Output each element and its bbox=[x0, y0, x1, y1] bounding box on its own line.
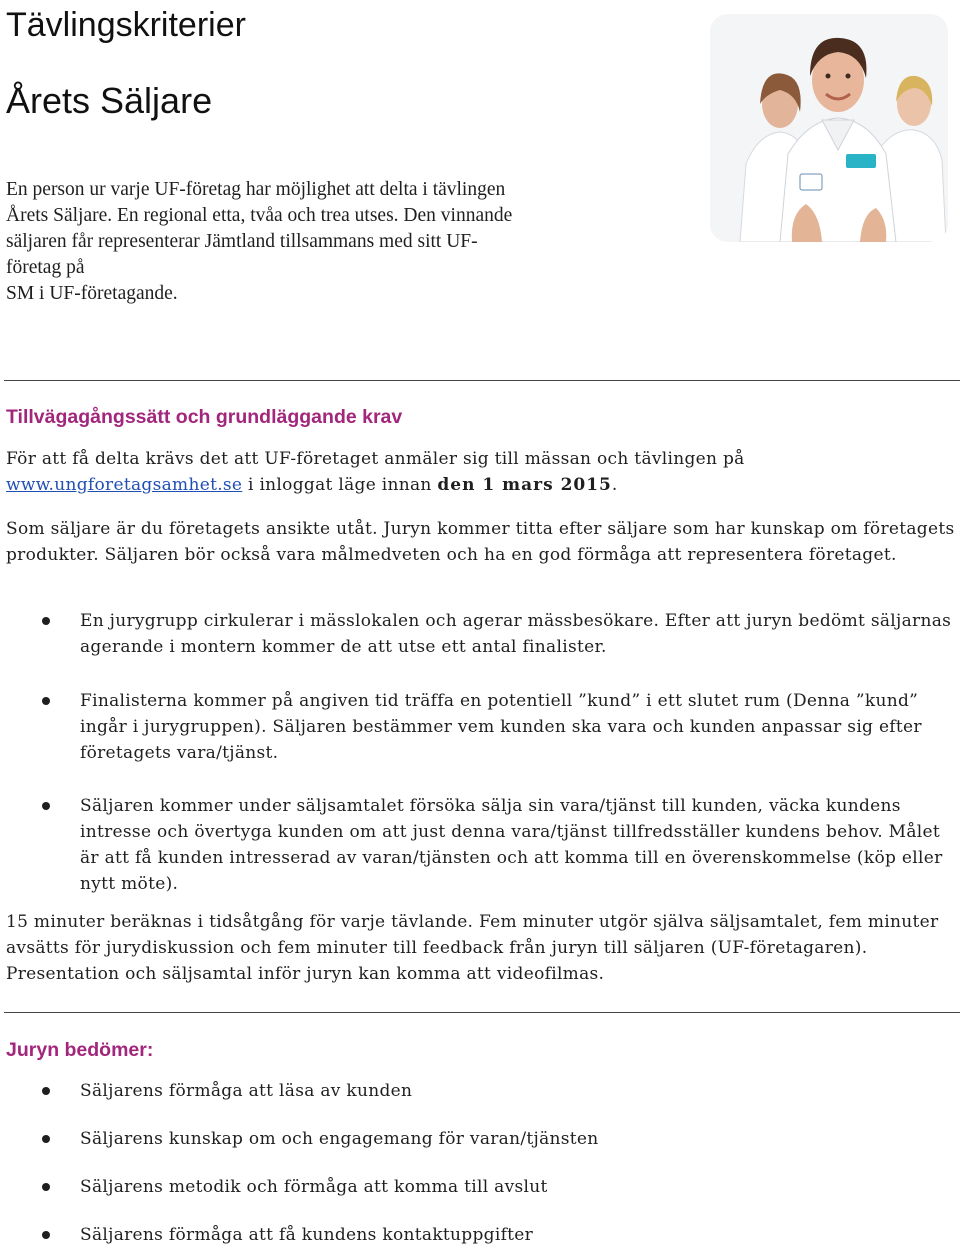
requirements-text-mid: i inloggat läge innan bbox=[242, 475, 438, 495]
sellers-photo bbox=[710, 14, 948, 242]
requirements-text-end: . bbox=[611, 475, 618, 495]
bullet-icon bbox=[42, 1135, 50, 1143]
requirements-paragraph bbox=[6, 446, 956, 498]
bullet-icon bbox=[42, 1087, 50, 1095]
method-bullet-list bbox=[6, 608, 958, 660]
list-item bbox=[6, 608, 958, 660]
section-heading-method: Tillvägagångssätt och grundläggande krav bbox=[6, 406, 403, 428]
page-title: Tävlingskriterier bbox=[6, 6, 246, 44]
intro-paragraph bbox=[6, 177, 696, 307]
requirements-text-start: För att få delta krävs det att UF-företaget anmäler sig till mässan och tävlingen på bbox=[6, 449, 745, 469]
requirements-text bbox=[6, 446, 956, 498]
intro-line: Årets Säljare. En regional etta, tvåa och trea utses. Den vinnande bbox=[6, 205, 513, 226]
time-paragraph: 15 minuter beräknas i tidsåtgång för varje tävlande. Fem minuter utgör själva säljsamtalet, fem minuter avsätts för jurydiskussion och fem minuter till feedback från juryn till säljaren (UF-företagaren). Presentation och säljsamtal inför juryn kan komma att videofilmas. bbox=[6, 912, 939, 984]
intro-line: säljaren får representerar Jämtland tillsammans med sitt UF- bbox=[6, 231, 478, 252]
jury-criteria-list bbox=[6, 1078, 958, 1248]
section-divider bbox=[4, 1012, 960, 1013]
intro-line: företag på bbox=[6, 257, 85, 278]
list-item bbox=[6, 1222, 958, 1248]
bullet-icon bbox=[42, 697, 50, 705]
method-bullet-list bbox=[6, 688, 958, 766]
bullet-icon bbox=[42, 802, 50, 810]
bullet-icon bbox=[42, 1183, 50, 1191]
ungforetagsamhet-link[interactable]: www.ungforetagsamhet.se bbox=[6, 475, 243, 495]
list-item-text: En jurygrupp cirkulerar i mässlokalen och agerar mässbesökare. Efter att juryn bedömt säljarnas agerande i montern kommer de att utse ett antal finalister. bbox=[80, 611, 952, 657]
list-item-text: Säljarens förmåga att läsa av kunden bbox=[80, 1081, 413, 1101]
list-item-text: Säljarens metodik och förmåga att komma till avslut bbox=[80, 1177, 548, 1197]
section-heading-jury: Juryn bedömer: bbox=[6, 1039, 154, 1061]
list-item-text: Säljaren kommer under säljsamtalet försöka sälja sin vara/tjänst till kunden, väcka kundens intresse och övertyga kunden om att just denna vara/tjänst tillfredsställer kundens behov. Målet är att få kunden intresserad av varan/tjänsten och att komma till en överenskommelse (köp eller nytt möte). bbox=[80, 796, 943, 894]
list-item-text: Säljarens kunskap om och engagemang för varan/tjänsten bbox=[80, 1129, 599, 1149]
method-bullet-list bbox=[6, 793, 958, 897]
page-subtitle: Årets Säljare bbox=[6, 80, 213, 121]
deadline-date: den 1 mars 2015 bbox=[437, 475, 612, 495]
bullet-icon bbox=[42, 617, 50, 625]
list-item bbox=[6, 1126, 958, 1152]
list-item-text: Finalisterna kommer på angiven tid träffa en potentiell ”kund” i ett slutet rum (Denna ”kund” ingår i jurygruppen). Säljaren bestämmer vem kunden ska vara och kunden anpassar sig efter företagets vara/tjänst. bbox=[80, 691, 922, 763]
bullet-icon bbox=[42, 1231, 50, 1239]
intro-line: En person ur varje UF-företag har möjlighet att delta i tävlingen bbox=[6, 179, 506, 200]
list-item bbox=[6, 1078, 958, 1104]
list-item-text: Säljarens förmåga att få kundens kontaktuppgifter bbox=[80, 1225, 534, 1245]
list-item bbox=[6, 688, 958, 766]
intro-line: SM i UF-företagande. bbox=[6, 283, 178, 304]
section-divider bbox=[4, 380, 960, 381]
list-item bbox=[6, 793, 958, 897]
sellers-illustration bbox=[710, 14, 948, 242]
list-item bbox=[6, 1174, 958, 1200]
seller-paragraph: Som säljare är du företagets ansikte utåt. Juryn kommer titta efter säljare som har kunskap om företagets produkter. Säljaren bör också vara målmedveten och ha en god förmåga att representera företaget. bbox=[6, 519, 955, 565]
